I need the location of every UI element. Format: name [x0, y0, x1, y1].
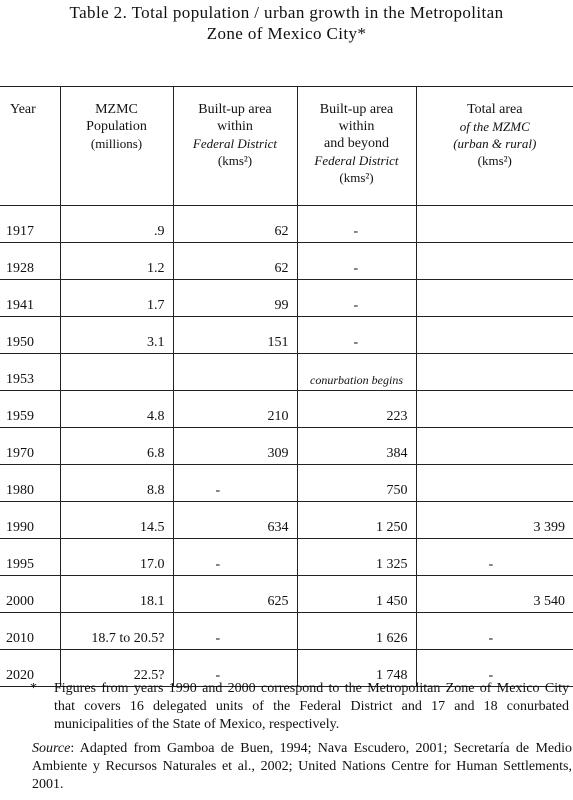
- table-cell-year: 1959: [0, 391, 60, 428]
- table-cell-pop: 8.8: [60, 465, 173, 502]
- table-row: [0, 613, 573, 650]
- table-cell-built: 99: [173, 280, 297, 317]
- table-cell-pop: .9: [60, 206, 173, 243]
- table-cell-built: -: [173, 539, 297, 576]
- table-cell-total: [416, 428, 573, 465]
- table-cell-total: -: [416, 539, 573, 576]
- table-cell-built: 210: [173, 391, 297, 428]
- table-title: [0, 2, 573, 44]
- table-cell-beyond: 1 748: [297, 650, 416, 687]
- table-cell-beyond: -: [297, 243, 416, 280]
- table-cell-beyond: 1 250: [297, 502, 416, 539]
- footnote-text: Figures from years 1990 and 2000 correspond to the Metropolitan Zone of Mexico City that covers 16 delegated units of the Federal District and 17 and 18 conurbated municipalities of the State of Mexico, respectively.: [54, 681, 569, 732]
- table-cell-year: 1980: [0, 465, 60, 502]
- table-cell-pop: 1.7: [60, 280, 173, 317]
- table-cell-built: -: [173, 613, 297, 650]
- table-cell-built: -: [173, 650, 297, 687]
- table-cell-built: 634: [173, 502, 297, 539]
- table-cell-beyond: -: [297, 317, 416, 354]
- table-cell-year: 1970: [0, 428, 60, 465]
- table-cell-total: [416, 391, 573, 428]
- table-cell-total: [416, 317, 573, 354]
- table-cell-beyond: 750: [297, 465, 416, 502]
- table-row: [0, 502, 573, 539]
- table-cell-beyond: 223: [297, 391, 416, 428]
- source-label: Source: [32, 741, 71, 756]
- table-cell-total: [416, 465, 573, 502]
- data-table-wrapper: [0, 86, 573, 687]
- table-cell-built: 151: [173, 317, 297, 354]
- table-cell-total: 3 540: [416, 576, 573, 613]
- source-note: [32, 740, 572, 794]
- table-cell-total: -: [416, 650, 573, 687]
- table-cell-year: 1928: [0, 243, 60, 280]
- title-line-1: Table 2. Total population / urban growth in the Metropolitan: [69, 3, 504, 22]
- table-cell-built: [173, 354, 297, 391]
- table-cell-pop: 22.5?: [60, 650, 173, 687]
- table-row: [0, 243, 573, 280]
- table-cell-pop: 4.8: [60, 391, 173, 428]
- table-cell-built: 62: [173, 206, 297, 243]
- table-cell-total: [416, 243, 573, 280]
- table-row: [0, 317, 573, 354]
- table-cell-total: 3 399: [416, 502, 573, 539]
- table-row: [0, 391, 573, 428]
- conurbation-note: conurbation begins: [310, 373, 403, 387]
- table-row: [0, 206, 573, 243]
- source-text: : Adapted from Gamboa de Buen, 1994; Nava Escudero, 2001; Secretaría de Medio Ambiente y Recursos Naturales et al., 2002; United Nations Centre for Human Settlements, 2001.: [32, 741, 572, 792]
- table-row: [0, 576, 573, 613]
- table-row: [0, 539, 573, 576]
- table-cell-year: 2010: [0, 613, 60, 650]
- table-cell-year: 1995: [0, 539, 60, 576]
- table-cell-total: -: [416, 613, 573, 650]
- table-cell-pop: 1.2: [60, 243, 173, 280]
- table-row: [0, 465, 573, 502]
- table-cell-total: [416, 280, 573, 317]
- table-cell-built: 62: [173, 243, 297, 280]
- table-cell-year: 2020: [0, 650, 60, 687]
- table-cell-total: [416, 354, 573, 391]
- header-total-area: Total area of the MZMC (urban & rural) (kms²): [416, 87, 573, 206]
- table-row: [0, 280, 573, 317]
- table-body: [0, 206, 573, 687]
- table-cell-year: 2000: [0, 576, 60, 613]
- population-table: [0, 86, 573, 687]
- table-cell-built: 309: [173, 428, 297, 465]
- header-year: Year: [0, 87, 60, 206]
- table-cell-pop: 6.8: [60, 428, 173, 465]
- table-cell-pop: [60, 354, 173, 391]
- header-built-up-within: Built-up area within Federal District (kms²): [173, 87, 297, 206]
- table-cell-year: 1917: [0, 206, 60, 243]
- table-cell-year: 1941: [0, 280, 60, 317]
- table-cell-total: [416, 206, 573, 243]
- table-cell-built: 625: [173, 576, 297, 613]
- table-cell-pop: 14.5: [60, 502, 173, 539]
- table-cell-beyond: 1 325: [297, 539, 416, 576]
- table-cell-year: 1950: [0, 317, 60, 354]
- table-cell-pop: 18.1: [60, 576, 173, 613]
- table-row: [0, 428, 573, 465]
- table-cell-beyond: 384: [297, 428, 416, 465]
- header-population: MZMC Population (millions): [60, 87, 173, 206]
- header-built-up-beyond: Built-up area within and beyond Federal District (kms²): [297, 87, 416, 206]
- table-cell-year: 1990: [0, 502, 60, 539]
- table-cell-beyond: -: [297, 280, 416, 317]
- table-cell-built: -: [173, 465, 297, 502]
- table-cell-beyond: -: [297, 206, 416, 243]
- table-cell-pop: 3.1: [60, 317, 173, 354]
- table-cell-pop: 17.0: [60, 539, 173, 576]
- table-cell-beyond: [297, 354, 416, 391]
- table-cell-beyond: 1 626: [297, 613, 416, 650]
- footnote-marker: *: [30, 681, 37, 696]
- table-cell-year: 1953: [0, 354, 60, 391]
- table-header: [0, 87, 573, 206]
- table-cell-beyond: 1 450: [297, 576, 416, 613]
- title-line-2: Zone of Mexico City*: [206, 24, 367, 43]
- table-row: [0, 354, 573, 391]
- table-cell-pop: 18.7 to 20.5?: [60, 613, 173, 650]
